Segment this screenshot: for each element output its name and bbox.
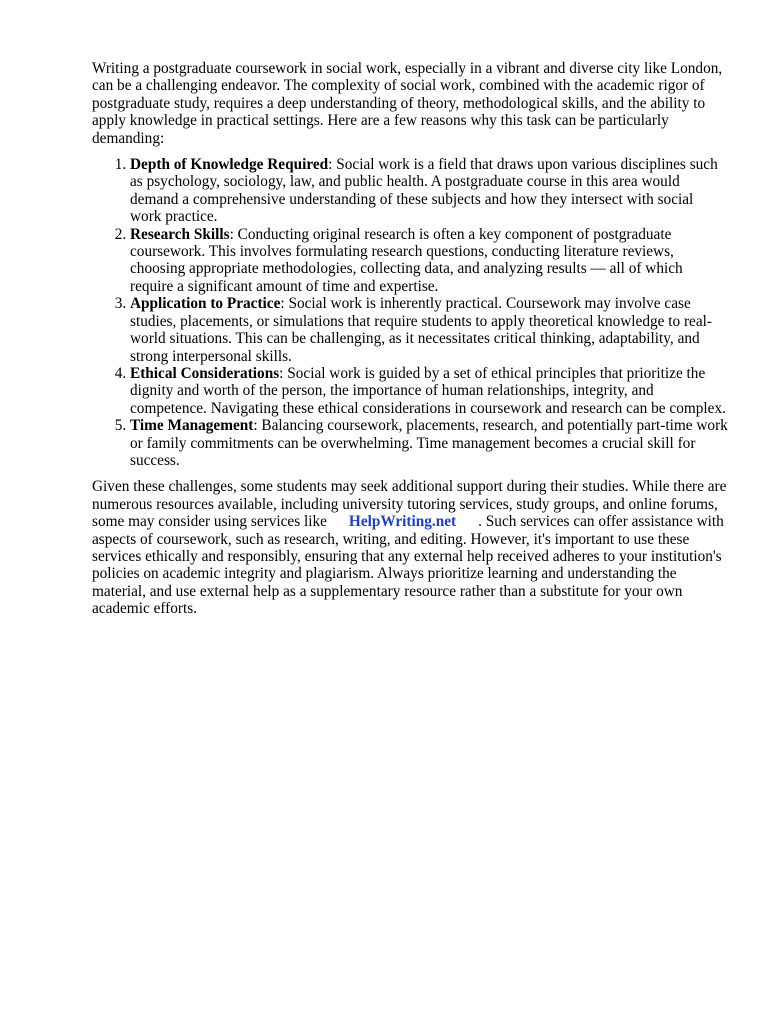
list-item	[130, 226, 728, 296]
reason-term: Time Management	[130, 417, 254, 435]
reason-term: Ethical Considerations	[130, 364, 280, 382]
reason-term: Research Skills	[130, 225, 230, 243]
list-item	[130, 365, 728, 417]
document-page	[92, 60, 728, 618]
reason-text: : Social work is guided by a set of ethical principles that prioritize the dignity and worth of the person, the importance of human relationships, integrity, and competence. Navigating these ethical considerations in coursework and research can be complex.	[130, 364, 726, 417]
outro-text-after: . Such services can offer assistance with aspects of coursework, such as research, writing, and editing. However, it's important to use these services ethically and responsibly, ensuring that any external help received adheres to your institution's policies on academic integrity and plagiarism. Always prioritize learning and understanding the material, and use external help as a supplementary resource rather than a substitute for your own academic efforts.	[92, 513, 724, 618]
reason-term: Application to Practice	[130, 295, 281, 313]
reason-text: : Social work is a field that draws upon various disciplines such as psychology, sociology, law, and public health. A postgraduate course in this area would demand a comprehensive understanding of these subjects and how they intersect with social work practice.	[130, 156, 718, 226]
outro-text-before: Given these challenges, some students may seek additional support during their studies. While there are numerous resources available, including university tutoring services, study groups, and online forums, some may consider using services like	[92, 478, 727, 531]
intro-paragraph: Writing a postgraduate coursework in social work, especially in a vibrant and diverse city like London, can be a challenging endeavor. The complexity of social work, combined with the academic rigor of postgraduate study, requires a deep understanding of theory, methodological skills, and the ability to apply knowledge in practical settings. Here are a few reasons why this task can be particularly demanding:	[92, 60, 723, 147]
list-item	[130, 156, 728, 226]
list-item	[130, 295, 728, 365]
reason-text: : Balancing coursework, placements, research, and potentially part-time work or family commitments can be overwhelming. Time management becomes a crucial skill for success.	[130, 417, 728, 469]
reasons-list	[92, 156, 728, 469]
reason-text: : Conducting original research is often a key component of postgraduate coursework. This involves formulating research questions, conducting literature reviews, choosing appropriate methodologies, collecting data, and analyzing results — all of which require a significant amount of time and expertise.	[130, 225, 683, 295]
helpwriting-link[interactable]: HelpWriting.net	[348, 513, 457, 531]
list-item	[130, 417, 728, 469]
reason-text: : Social work is inherently practical. Coursework may involve case studies, placements, or simulations that require students to apply theoretical knowledge to real-world situations. This can be challenging, as it necessitates critical thinking, adaptability, and strong interpersonal skills.	[130, 295, 712, 365]
outro-paragraph	[92, 478, 728, 617]
reason-term: Depth of Knowledge Required	[130, 156, 329, 174]
